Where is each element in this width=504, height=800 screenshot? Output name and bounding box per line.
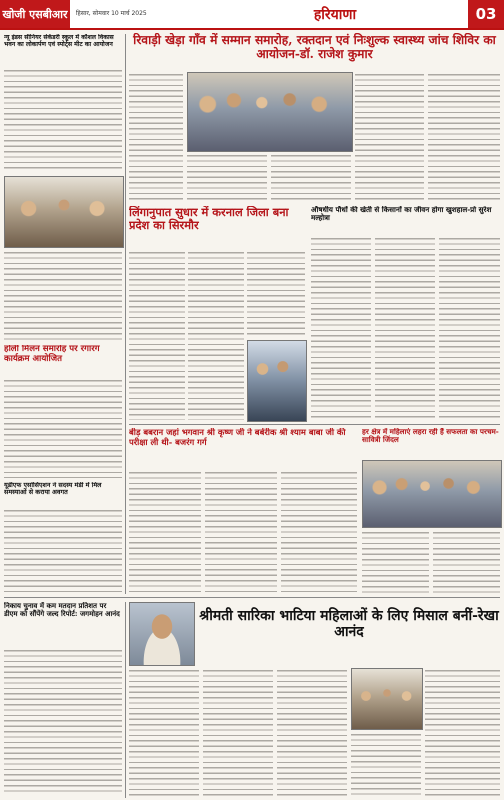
story-10-body-col2 <box>203 668 273 796</box>
story-4-headline: औषधीय पौधों की खेती से किसानों का जीवन होगा खुशहाल-प्रो सुरेश मल्होत्रा <box>311 206 492 223</box>
story-10-body-col5 <box>425 668 500 796</box>
story-10-headline: श्रीमती सारिका भाटिया महिलाओं के लिए मिसाल बनीं-रेखा आनंद <box>199 608 499 641</box>
story-6-body-col1 <box>129 470 201 594</box>
story-10-headline-box <box>198 602 500 664</box>
story-9-headline: निकाय चुनाव में कम मतदान प्रतिशत पर डीएम को सौंपेंगे जल्द रिपोर्ट: जगमोहन आनंद <box>4 602 120 619</box>
story-10-portrait <box>129 602 195 666</box>
story-2-body-col3 <box>271 153 351 203</box>
story-6-body-col2 <box>205 470 277 594</box>
story-2-body-col2 <box>187 153 267 203</box>
brand-logo: खोजी एसबीआर <box>0 0 70 28</box>
masthead <box>0 0 504 30</box>
story-2-body-col5 <box>428 72 500 202</box>
story-4-body-col2 <box>375 236 435 420</box>
story-9-headline-box <box>4 602 122 646</box>
story-3-headline: लिंगानुपात सुधार में करनाल जिला बना प्रदेश का सिरमौर <box>129 206 289 233</box>
story-3-headline-box <box>129 206 305 246</box>
story-4-body-col1 <box>311 236 371 420</box>
story-1-headline-box <box>4 34 122 66</box>
horizontal-rule-lower <box>4 597 500 598</box>
story-1-body <box>4 68 122 172</box>
story-9-body <box>4 648 122 796</box>
section-title: हरियाणा <box>313 6 357 23</box>
story-7-headline: हर क्षेत्र में महिलाएं लहरा रही हैं सफलता का परचम-सावित्री जिंदल <box>362 428 499 445</box>
story-3-photo <box>247 340 307 422</box>
story-6-body-col3 <box>281 470 357 594</box>
story-1-photo <box>4 176 124 248</box>
story-2-body-col4 <box>355 72 424 202</box>
story-2-headline-box <box>129 33 500 69</box>
story-1-headline: न्यू इंडस सीनियर सेकेंडरी स्कूल में कौशल विकास भवन का लोकार्पण एवं स्पोर्ट्स मीट का आयोजन <box>4 34 114 49</box>
story-6-headline: बीड़ बबरान जहां भगवान श्री कृष्ण जी ने बर्बरीक श्री श्याम बाबा जी की परीक्षा ली थी- बजरंग गर्ग <box>129 428 346 447</box>
story-2-headline: रिवाड़ी खेड़ा गाँव में सम्मान समारोह, रक्तदान एवं निःशुल्क स्वास्थ्य जांच शिविर का आयोजन-डॉ. राजेश कुमार <box>133 33 496 62</box>
story-10-body-col3 <box>277 668 347 796</box>
story-6-headline-box <box>129 428 357 466</box>
column-divider-lower <box>125 602 126 798</box>
horizontal-rule <box>129 424 500 425</box>
story-10-photo <box>351 668 423 730</box>
story-2-photo-main <box>187 72 353 152</box>
story-1-body-cont <box>4 250 122 342</box>
story-5-headline-box <box>4 345 122 375</box>
story-7-body-col1 <box>362 530 429 594</box>
story-4-body-col3 <box>439 236 500 420</box>
story-8-headline-box <box>4 482 122 506</box>
story-8-body <box>4 508 122 592</box>
story-5-headline: होली मिलन समारोह पर रंगारंग कार्यक्रम आयोजित <box>4 345 100 364</box>
story-3-body-col2 <box>188 250 244 420</box>
story-7-body-col2 <box>433 530 500 594</box>
story-3-body-col1 <box>129 250 185 420</box>
story-5-body <box>4 378 122 478</box>
story-4-headline-box <box>311 206 500 232</box>
story-7-headline-box <box>362 428 500 458</box>
story-2-body-col1 <box>129 72 183 202</box>
story-3-body-col3 <box>247 250 305 336</box>
page-number: 03 <box>468 0 504 28</box>
story-10-body-col1 <box>129 668 199 796</box>
column-divider <box>125 34 126 594</box>
story-7-photo <box>362 460 502 528</box>
dateline: हिसार, सोमवार 10 मार्च 2025 <box>76 10 147 17</box>
story-8-headline: यूडीएफ एसोसिएशन ने सदस्य मंडी में मिल समस्याओं से कराया अवगत <box>4 482 102 497</box>
story-10-body-col4 <box>351 732 421 796</box>
